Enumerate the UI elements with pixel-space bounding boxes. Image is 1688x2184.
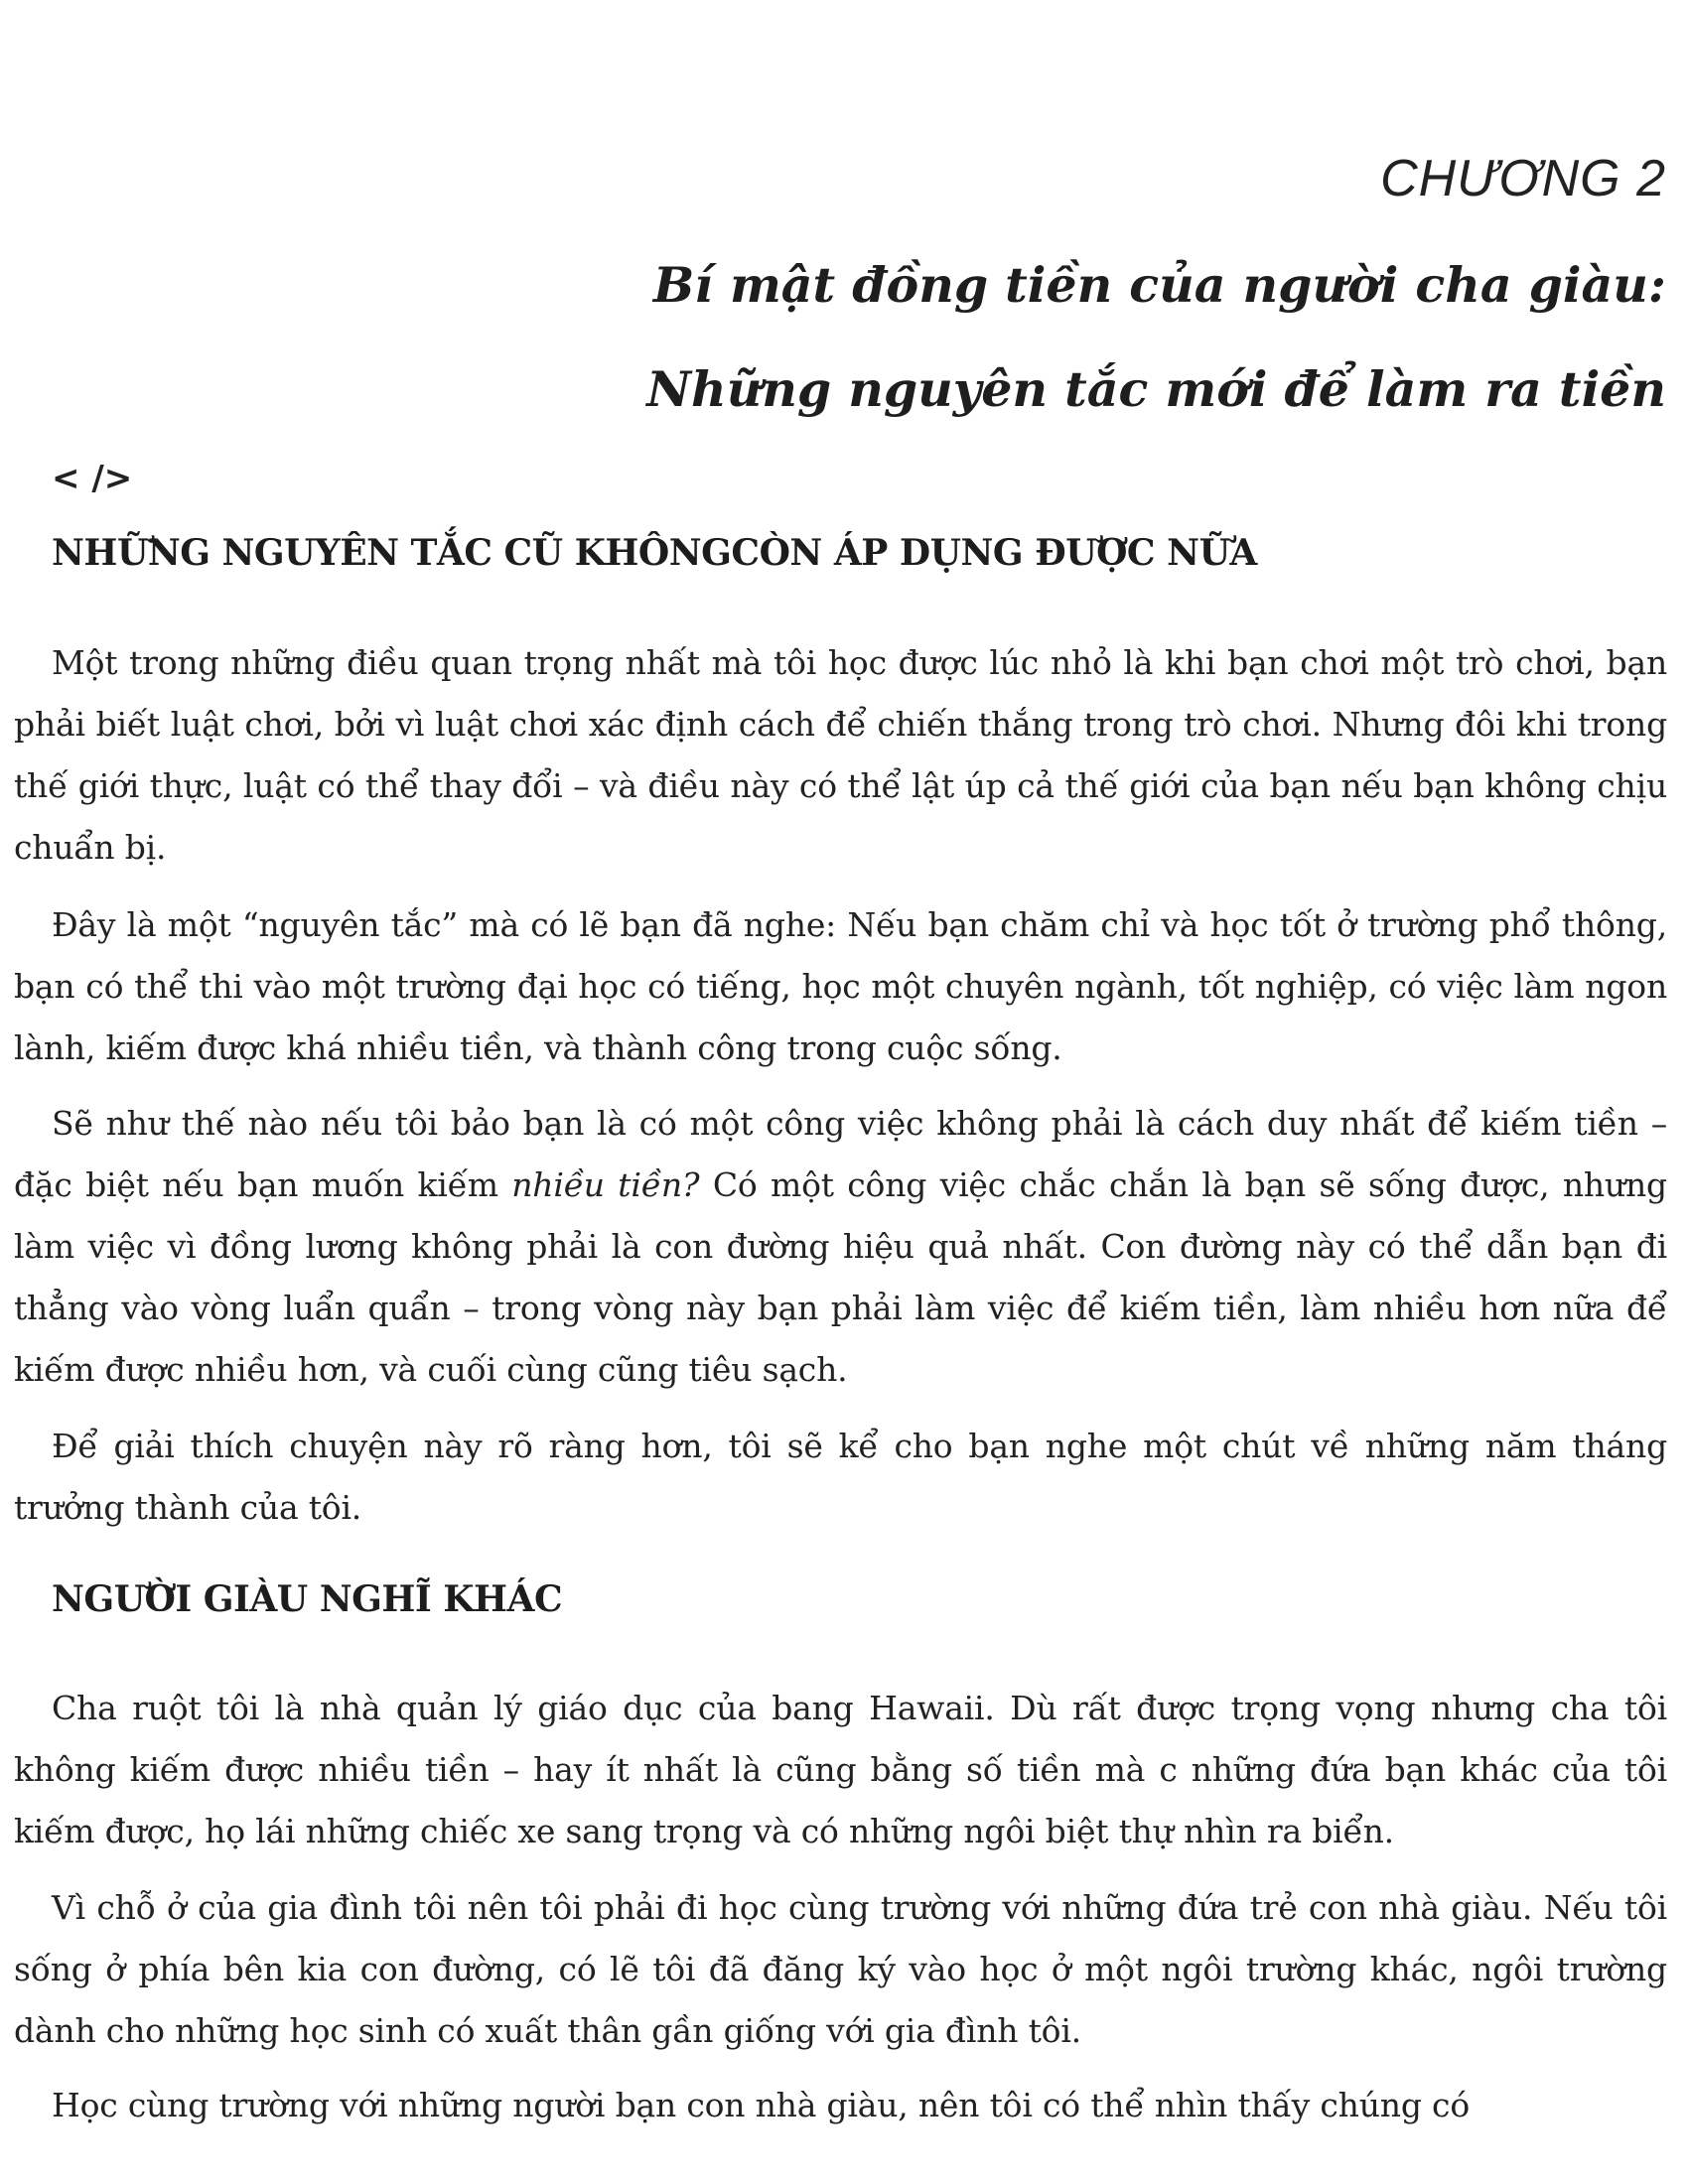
paragraph: Để giải thích chuyện này rõ ràng hơn, tôi sẽ kể cho bạn nghe một chút về những năm tháng trưởng thành của tôi. (14, 1427, 1667, 1527)
chapter-title-line-2: Những nguyên tắc mới để làm ra tiền (646, 360, 1666, 418)
section-heading-old-rules: NHỮNG NGUYÊN TẮC CŨ KHÔNGCÒN ÁP DỤNG ĐƯỢC NỮA (52, 532, 1257, 574)
paragraph: Đây là một “nguyên tắc” mà có lẽ bạn đã nghe: Nếu bạn chăm chỉ và học tốt ở trường phổ thông, bạn có thể thi vào một trường đại học có tiếng, học một chuyên ngành, tốt nghiệp, có việc làm ngon lành, kiếm được khá nhiều tiền, và thành công trong cuộc sống. (14, 905, 1667, 1067)
paragraph: Vì chỗ ở của gia đình tôi nên tôi phải đi học cùng trường với những đứa trẻ con nhà giàu. Nếu tôi sống ở phía bên kia con đường, có lẽ tôi đã đăng ký vào học ở một ngôi trường khác, ngôi trường dành cho những học sinh có xuất thân gần giống với gia đình tôi. (14, 1888, 1667, 2050)
section-heading-rich-think-different: NGƯỜI GIÀU NGHĨ KHÁC (52, 1578, 563, 1620)
emphasis-text: nhiều tiền? (511, 1165, 700, 1204)
code-marker: < /> (52, 459, 133, 498)
paragraph (14, 1093, 1667, 1401)
paragraph: Một trong những điều quan trọng nhất mà tôi học được lúc nhỏ là khi bạn chơi một trò chơi, bạn phải biết luật chơi, bởi vì luật chơi xác định cách để chiến thắng trong trò chơi. Nhưng đôi khi trong thế giới thực, luật có thể thay đổi – và điều này có thể lật úp cả thế giới của bạn nếu bạn không chịu chuẩn bị. (14, 643, 1667, 867)
paragraph-text: Có một công việc chắc chắn là bạn sẽ sống được, nhưng làm việc vì đồng lương không phải là con đường hiệu quả nhất. Con đường này có thể dẫn bạn đi thẳng vào vòng luẩn quẩn – trong vòng này bạn phải làm việc để kiếm tiền, làm nhiều hơn nữa để kiếm được nhiều hơn, và cuối cùng cũng tiêu sạch. (14, 1165, 1667, 1389)
chapter-title-line-1: Bí mật đồng tiền của người cha giàu: (652, 256, 1666, 314)
paragraph: Cha ruột tôi là nhà quản lý giáo dục của bang Hawaii. Dù rất được trọng vọng nhưng cha tôi không kiếm được nhiều tiền – hay ít nhất là cũng bằng số tiền mà c những đứa bạn khác của tôi kiếm được, họ lái những chiếc xe sang trọng và có những ngôi biệt thự nhìn ra biển. (14, 1689, 1667, 1850)
chapter-label: CHƯƠNG 2 (1380, 150, 1666, 207)
paragraph: Học cùng trường với những người bạn con nhà giàu, nên tôi có thể nhìn thấy chúng có (52, 2086, 1470, 2124)
paragraph-text: Sẽ như thế nào nếu tôi bảo bạn là có một công việc không phải là cách duy nhất để kiếm tiền – đặc biệt nếu bạn muốn kiếm (14, 1104, 1667, 1204)
